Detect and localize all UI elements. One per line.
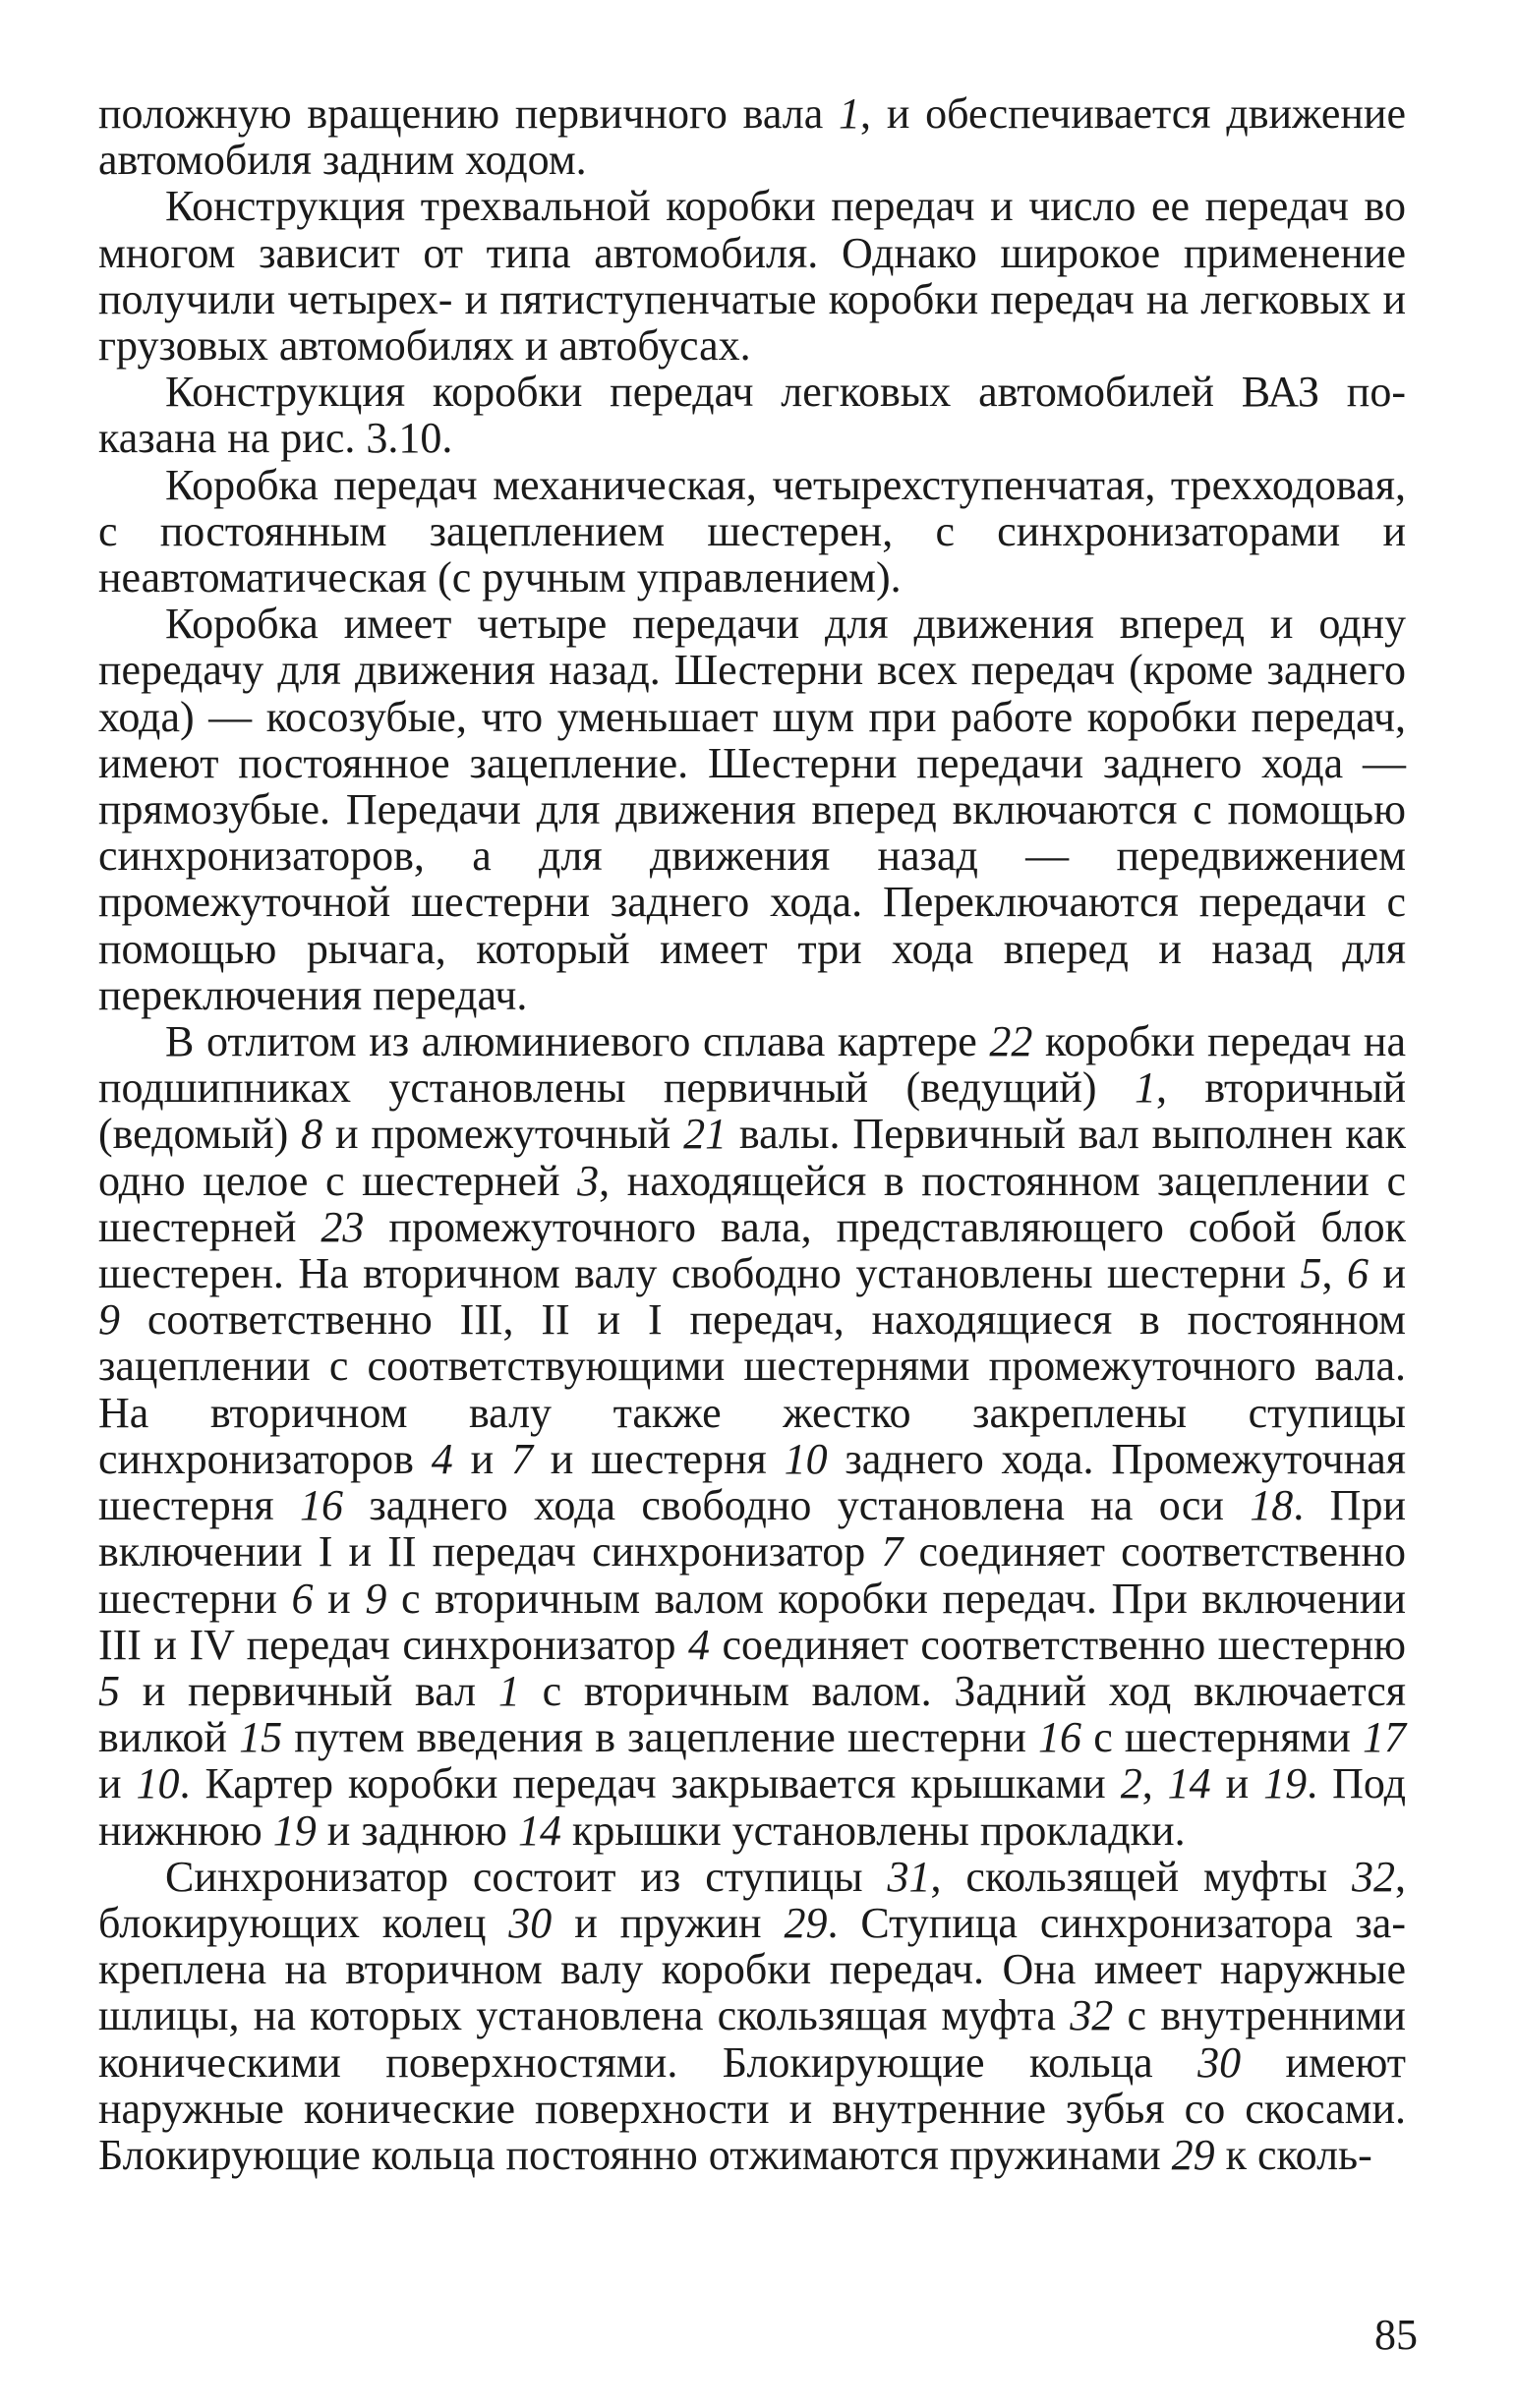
reference-number: 19 [272,1806,317,1855]
reference-number: 32 [1070,1991,1114,2040]
text-run: к сколь- [1214,2130,1372,2179]
text-run: путем введения в зацепление шестерни [282,1713,1039,1762]
reference-number: 16 [1038,1713,1082,1762]
text-run: и пружин [552,1898,785,1947]
text-run: и [313,1574,366,1623]
reference-number: 16 [299,1481,343,1530]
reference-number: 8 [301,1110,323,1159]
reference-number: 9 [98,1295,120,1345]
reference-number: 1 [1134,1063,1156,1113]
text-run: , находящейся в постоянном зацеплении с шестерней [98,1156,1406,1251]
reference-number: 10 [784,1434,828,1483]
paragraph-4 [98,462,1406,602]
paragraph-2 [98,183,1406,369]
text-run: , блокирующих колец [98,1852,1407,1947]
text-run: , и обеспечивается движение автомобиля задним ходом. [98,89,1406,185]
text-run: и [1368,1249,1407,1298]
text-run: и шестерня [532,1434,785,1483]
reference-number: 6 [291,1574,314,1623]
reference-number: 32 [1352,1852,1396,1901]
reference-number: 17 [1363,1713,1407,1762]
reference-number: 30 [1197,2037,1242,2087]
text-run: с вторичным валом. Задний ход включается вилкой [98,1666,1406,1762]
text-run: заднего хода. Промежуточная шестерня [98,1434,1407,1530]
reference-number: 29 [1171,2130,1215,2179]
text-run: положную вращению первичного вала [98,89,840,138]
reference-number: 31 [887,1852,931,1901]
reference-number: 21 [683,1110,728,1159]
paragraph-6 [98,1018,1406,1854]
text-run: Синхронизатор состоит из ступицы [165,1852,888,1901]
text-run: имеют наружные конические поверхности и внутренние зубья со скосами. Блокирующие кольца постоянно отжимаются пружинами [98,2037,1406,2179]
text-run: и [98,1759,137,1808]
text-run: и [452,1434,511,1483]
text-run: коробки передач на подшипниках установлены первичный (ведущий) [98,1017,1407,1113]
text-run: и [1210,1759,1264,1808]
reference-number: 10 [136,1759,180,1808]
text-run: соединяет соответственно шестерню [709,1620,1406,1669]
paragraph-1 [98,90,1406,183]
reference-number: 23 [321,1202,365,1251]
text-run: , вторичный (ведомый) [98,1063,1406,1159]
reference-number: 5 [98,1666,120,1715]
text-run: Конструкция коробки передач легковых автомобилей ВАЗ показана на рис. 3.10. [98,368,1406,463]
text-run: с шестернями [1081,1713,1364,1762]
reference-number: 6 [1346,1249,1369,1298]
reference-number: 2 [1120,1759,1142,1808]
reference-number: 14 [1167,1759,1211,1808]
page-body [98,90,1406,2178]
text-run: крышки установлены прокладки. [560,1806,1186,1855]
text-run: Коробка передач механическая, четырехступенчатая, трехходовая, с постоянным зацеплением шестерен, с синхронизаторами и неавтоматическая (с ручным управлением). [98,460,1406,602]
reference-number: 3 [577,1156,600,1205]
reference-number: 1 [497,1666,520,1715]
reference-number: 22 [989,1017,1033,1066]
reference-number: 30 [508,1898,553,1947]
paragraph-3 [98,369,1406,461]
paragraph-5 [98,601,1406,1018]
text-run: валы. Первичный вал выполнен как одно целое с шестерней [98,1110,1406,1205]
reference-number: 1 [839,89,861,138]
reference-number: 5 [1300,1249,1322,1298]
reference-number: 7 [510,1434,533,1483]
reference-number: 7 [881,1527,904,1577]
text-run: с вторичным валом коробки передач. При включении III и IV передач синхронизатор [98,1574,1407,1669]
text-run: . Картер коробки передач закрывается крышками [179,1759,1121,1808]
reference-number: 19 [1263,1759,1308,1808]
reference-number: 9 [365,1574,387,1623]
paragraph-7 [98,1854,1406,2178]
text-run: В отлитом из алюминиевого сплава картере [165,1017,990,1066]
reference-number: 29 [784,1898,828,1947]
text-run: , [1321,1249,1347,1298]
text-run: соответственно III, II и I передач, находящиеся в постоянном зацеплении с соответствующими шестернями промежуточного вала. На вторичном валу также жестко закреплены ступицы синхронизаторов [98,1295,1406,1483]
reference-number: 18 [1250,1481,1294,1530]
reference-number: 4 [687,1620,710,1669]
text-run: , скользящей муфты [930,1852,1353,1901]
text-run: и первичный вал [120,1666,498,1715]
text-run: промежуточного вала, представляющего собой блок шестерен. На вторичном валу свободно установлены шестерни [98,1202,1406,1298]
text-run: и заднюю [316,1806,518,1855]
text-run: , [1141,1759,1168,1808]
text-run: . Ступица синхронизатора закреплена на вторичном валу коробки передач. Она имеет наружные шлицы, на которых установлена скользящая муфта [98,1898,1406,2040]
reference-number: 4 [431,1434,453,1483]
text-run: заднего хода свободно установлена на оси [342,1481,1251,1530]
text-run: с внутренними коническими поверхностями. Блокирующие кольца [98,1991,1406,2087]
text-run: и промежуточный [322,1110,684,1159]
text-run: соединяет соответственно шестерни [98,1527,1406,1623]
text-run: . При включении I и II передач синхронизатор [98,1481,1406,1577]
text-run: Конструкция трехвальной коробки передач и число ее передач во многом зависит от типа автомобиля. Однако широкое применение получили четырех- и пятиступенчатые коробки передач на легковых и грузовых автомобилях и автобусах. [98,182,1406,371]
reference-number: 15 [239,1713,283,1762]
text-run: . Под нижнюю [98,1759,1407,1855]
reference-number: 14 [517,1806,561,1855]
page-number: 85 [1374,2311,1418,2359]
text-run: Коробка имеет четыре передачи для движения вперед и одну передачу для движения назад. Шестерни всех передач (кроме заднего хода) — косозубые, что уменьшает шум при работе коробки передач, имеют постоянное зацепление. Шестерни передачи заднего хода — прямозубые. Передачи для движения вперед включаются с помощью синхронизаторов, а для движения назад — передвижением промежуточной шестерни заднего хода. Переключаются передачи с помощью рычага, который имеет три хода вперед и назад для переключения передач. [98,600,1406,1019]
